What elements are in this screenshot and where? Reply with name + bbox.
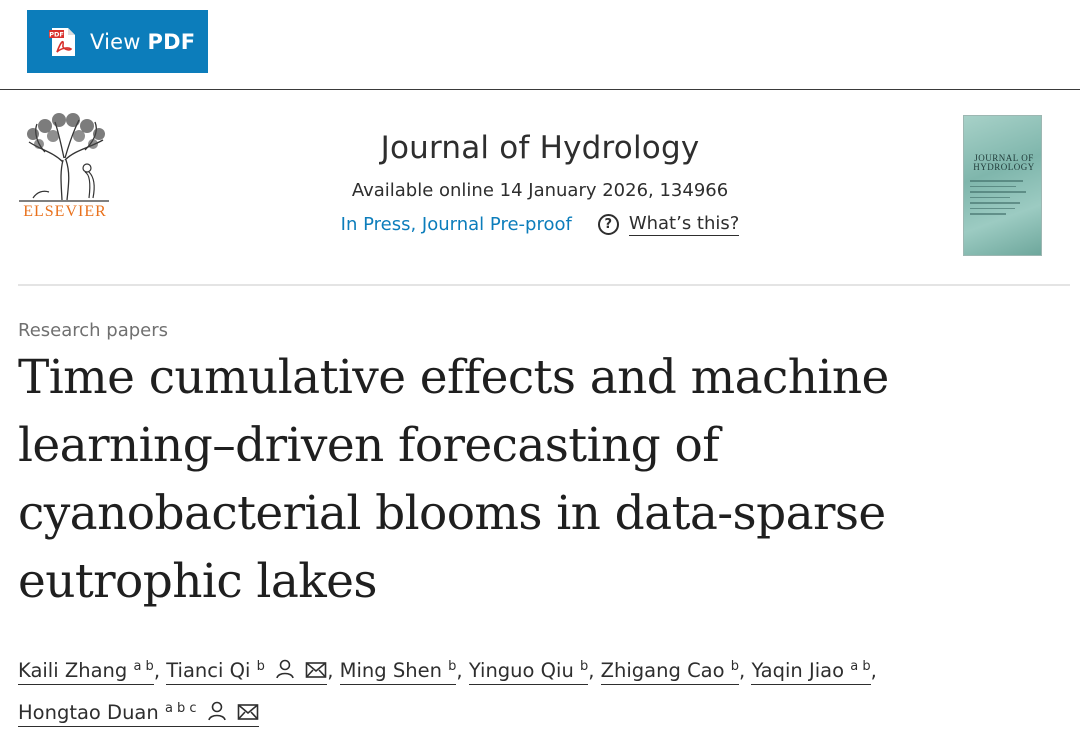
author-separator: , [588,659,601,682]
author-list [18,648,1018,732]
author-affiliation: b [256,659,265,674]
author-link[interactable] [18,659,154,685]
header-divider [18,284,1070,286]
author-link[interactable] [340,659,457,685]
publisher-name: ELSEVIER [23,203,107,220]
envelope-icon [237,703,259,721]
author-link[interactable] [601,659,739,685]
availability-text: Available online 14 January 2026, 134966 [351,180,729,201]
author-separator: , [739,659,752,682]
journal-info [240,130,840,236]
view-pdf-label-prefix: View [90,29,148,54]
top-toolbar [0,0,1080,90]
author-name: Kaili Zhang [18,659,128,682]
view-pdf-label-bold: PDF [147,29,196,54]
journal-cover-image[interactable] [963,115,1042,256]
author-affiliation: b [730,659,740,674]
journal-title-link[interactable]: Journal of Hydrology [380,130,700,166]
person-icon [207,701,227,721]
author-affiliation: a b c [164,701,197,716]
author-affiliation: a b [133,659,154,674]
elsevier-tree-icon [15,112,113,204]
author-separator: , [153,659,167,682]
question-circle-icon: ? [598,214,619,235]
author-link[interactable] [166,659,327,685]
author-affiliation: b [580,659,589,674]
author-affiliation: b [448,659,457,674]
author-name: Tianci Qi [166,659,251,682]
author-name: Yaqin Jiao [751,659,845,682]
author-name: Ming Shen [339,659,442,682]
article-title: Time cumulative effects and machine learning–driven forecasting of cyanobacterial blooms in data-sparse eutrophic lakes [18,350,889,609]
status-link[interactable]: In Press, Journal Pre-proof [340,214,572,235]
author-separator: , [870,659,877,682]
whats-this-link[interactable]: What’s this? [628,213,740,234]
author-link[interactable] [469,659,588,685]
person-icon [275,659,295,679]
cover-title: JOURNAL OF HYDROLOGY [973,153,1035,172]
author-name: Zhigang Cao [600,659,725,682]
author-name: Hongtao Duan [18,701,159,724]
status-row [240,213,840,236]
whats-this-button[interactable] [598,213,740,236]
cover-text-lines [970,180,1036,219]
pdf-file-icon [49,27,76,57]
author-affiliation: a b [850,659,871,674]
author-link[interactable] [751,659,870,685]
author-name: Yinguo Qiu [468,659,574,682]
article-type: Research papers [18,320,169,341]
view-pdf-button[interactable] [27,10,208,73]
author-separator: , [327,659,340,682]
view-pdf-label [90,30,195,54]
pdf-icon-text: PDF [49,30,64,38]
author-separator: , [456,659,469,682]
envelope-icon [305,661,327,679]
author-link[interactable] [18,701,259,727]
